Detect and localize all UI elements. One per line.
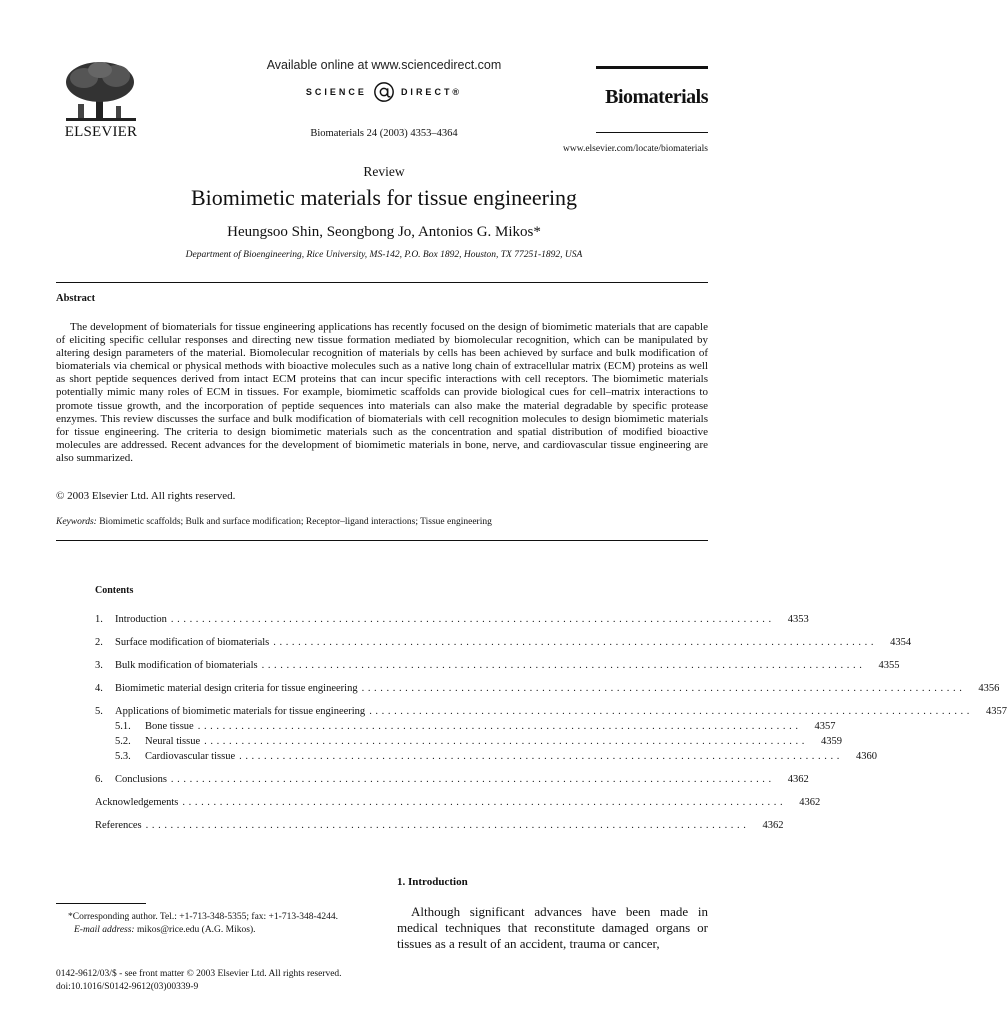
email-address[interactable]: mikos@rice.edu (A.G. Mikos).	[136, 924, 256, 935]
article-authors: Heungsoo Shin, Seongbong Jo, Antonios G. Mikos*	[227, 224, 541, 240]
keywords	[56, 517, 708, 527]
toc-leader: .................................................................................................	[273, 637, 878, 648]
toc-title: Applications of biomimetic materials for tissue engineering	[115, 706, 366, 717]
toc-entry[interactable]	[95, 612, 809, 627]
toc-page: 4355	[878, 660, 900, 671]
toc-title: Surface modification of biomaterials	[115, 637, 270, 648]
abstract-copyright: © 2003 Elsevier Ltd. All rights reserved.	[56, 490, 236, 502]
toc-entry[interactable]	[95, 681, 1000, 696]
toc-leader: .................................................................................................	[361, 683, 966, 694]
toc-number: 1.	[95, 614, 103, 625]
journal-brand: Biomaterials	[605, 86, 708, 108]
toc-number: 3.	[95, 660, 103, 671]
toc-page: 4360	[855, 751, 877, 762]
abstract-bottom-rule	[56, 540, 708, 541]
article-type: Review	[363, 164, 405, 179]
corresponding-author-note: *Corresponding author. Tel.: +1-713-348-5355; fax: +1-713-348-4244.	[68, 912, 339, 922]
toc-page: 4362	[762, 820, 784, 831]
doi-line[interactable]: doi:10.1016/S0142-9612(03)00339-9	[56, 981, 199, 992]
toc-leader: .................................................................................................	[170, 614, 775, 625]
toc-leader: .................................................................................................	[170, 774, 775, 785]
toc-page: 4356	[978, 683, 1000, 694]
toc-leader: .................................................................................................	[182, 797, 787, 808]
toc-number: 5.1.	[115, 721, 131, 732]
toc-entry[interactable]	[95, 818, 784, 833]
journal-url-link[interactable]: www.elsevier.com/locate/biomaterials	[562, 144, 708, 154]
journal-citation: Biomaterials 24 (2003) 4353–4364	[310, 128, 458, 139]
keywords-label: Keywords:	[56, 517, 97, 527]
available-online-text[interactable]: Available online at www.sciencedirect.com	[266, 58, 502, 72]
toc-title: References	[95, 820, 142, 831]
toc-title: Acknowledgements	[95, 797, 179, 808]
contents-heading: Contents	[95, 585, 134, 596]
toc-page: 4357	[986, 706, 1007, 717]
toc-entry[interactable]	[95, 795, 821, 810]
issn-line: 0142-9612/03/$ - see front matter © 2003 Elsevier Ltd. All rights reserved.	[56, 969, 342, 979]
toc-entry[interactable]	[95, 772, 809, 787]
sd-left-text: SCIENCE	[305, 87, 367, 97]
introduction-heading: 1. Introduction	[397, 876, 468, 888]
toc-title: Neural tissue	[145, 736, 201, 747]
publisher-name: ELSEVIER	[64, 124, 138, 140]
toc-entry[interactable]	[95, 704, 1007, 719]
toc-title: Bone tissue	[145, 721, 194, 732]
toc-title: Cardiovascular tissue	[145, 751, 236, 762]
toc-number: 5.	[95, 706, 103, 717]
sciencedirect-at-icon	[373, 81, 395, 103]
toc-page: 4362	[787, 774, 809, 785]
toc-number: 6.	[95, 774, 103, 785]
abstract-text: The development of biomaterials for tissue engineering applications has recently focused on the design of biomimetic materials that are capable of eliciting specific cellular responses and directing new tissue formation mediated by biomolecular recognition, which can be manipulated by altering design parameters of the material. Biomolecular recognition of materials by cells has been achieved by surface and bulk modification of biomaterials via chemical or physical methods with bioactive molecules such as a native long chain of extracellular matrix (ECM) proteins as well as short peptide sequences derived from intact ECM proteins that can incur specific interactions with cell receptors. The biomimetic materials potentially mimic many roles of ECM in tissues. For example, biomimetic scaffolds can provide biological cues for cell–matrix interactions to promote tissue growth, and the incorporation of peptide sequences into materials can also make the material degradable by specific protease enzymes. This review discusses the surface and bulk modification of biomaterials with cell recognition molecules to design biomimetic materials for tissue engineering. The criteria to design biomimetic materials such as the concentration and spatial distribution of modified bioactive molecules are addressed. Recent advances for the development of biomimetic materials in bone, nerve, and cardiovascular tissue engineering are also summarized.	[56, 321, 708, 464]
toc-leader: .................................................................................................	[369, 706, 974, 717]
toc-page: 4353	[787, 614, 809, 625]
toc-page: 4359	[820, 736, 842, 747]
toc-entry[interactable]	[95, 635, 912, 650]
article-title: Biomimetic materials for tissue engineering	[190, 185, 578, 210]
front-matter	[56, 968, 456, 993]
toc-page: 4357	[814, 721, 836, 732]
toc-title: Biomimetic material design criteria for tissue engineering	[115, 683, 358, 694]
toc-number: 2.	[95, 637, 103, 648]
footnote	[56, 911, 374, 936]
toc-title: Bulk modification of biomaterials	[115, 660, 258, 671]
sd-right-text: DIRECT®	[400, 87, 463, 97]
toc-subentry[interactable]	[95, 734, 842, 749]
keywords-list: Biomimetic scaffolds; Bulk and surface modification; Receptor–ligand interactions; Tissue engineering	[99, 517, 492, 527]
table-of-contents	[95, 612, 1007, 833]
toc-leader: .................................................................................................	[204, 736, 808, 747]
toc-page: 4362	[799, 797, 821, 808]
toc-number: 4.	[95, 683, 103, 694]
footnote-rule	[56, 903, 146, 904]
toc-entry[interactable]	[95, 658, 900, 673]
abstract-top-rule	[56, 282, 708, 283]
toc-title: Introduction	[115, 614, 167, 625]
toc-subentry[interactable]	[95, 749, 877, 764]
abstract-heading: Abstract	[56, 293, 96, 304]
introduction-text: Although significant advances have been made in medical techniques that reconstitute damaged organs or tissues as a result of an accident, trauma or cancer,	[397, 904, 708, 951]
toc-number: 5.3.	[115, 751, 131, 762]
toc-title: Conclusions	[115, 774, 167, 785]
toc-leader: .................................................................................................	[261, 660, 866, 671]
brand-top-rule	[596, 66, 708, 69]
toc-leader: .................................................................................................	[145, 820, 750, 831]
email-label: E-mail address:	[74, 924, 135, 935]
toc-subentry[interactable]	[95, 719, 836, 734]
toc-number: 5.2.	[115, 736, 131, 747]
toc-leader: .................................................................................................	[197, 721, 802, 732]
toc-leader: .................................................................................................	[239, 751, 843, 762]
author-affiliation: Department of Bioengineering, Rice University, MS-142, P.O. Box 1892, Houston, TX 77251-1892, USA	[185, 250, 583, 260]
email-line	[56, 924, 374, 937]
brand-bottom-rule	[596, 132, 708, 133]
toc-page: 4354	[890, 637, 912, 648]
